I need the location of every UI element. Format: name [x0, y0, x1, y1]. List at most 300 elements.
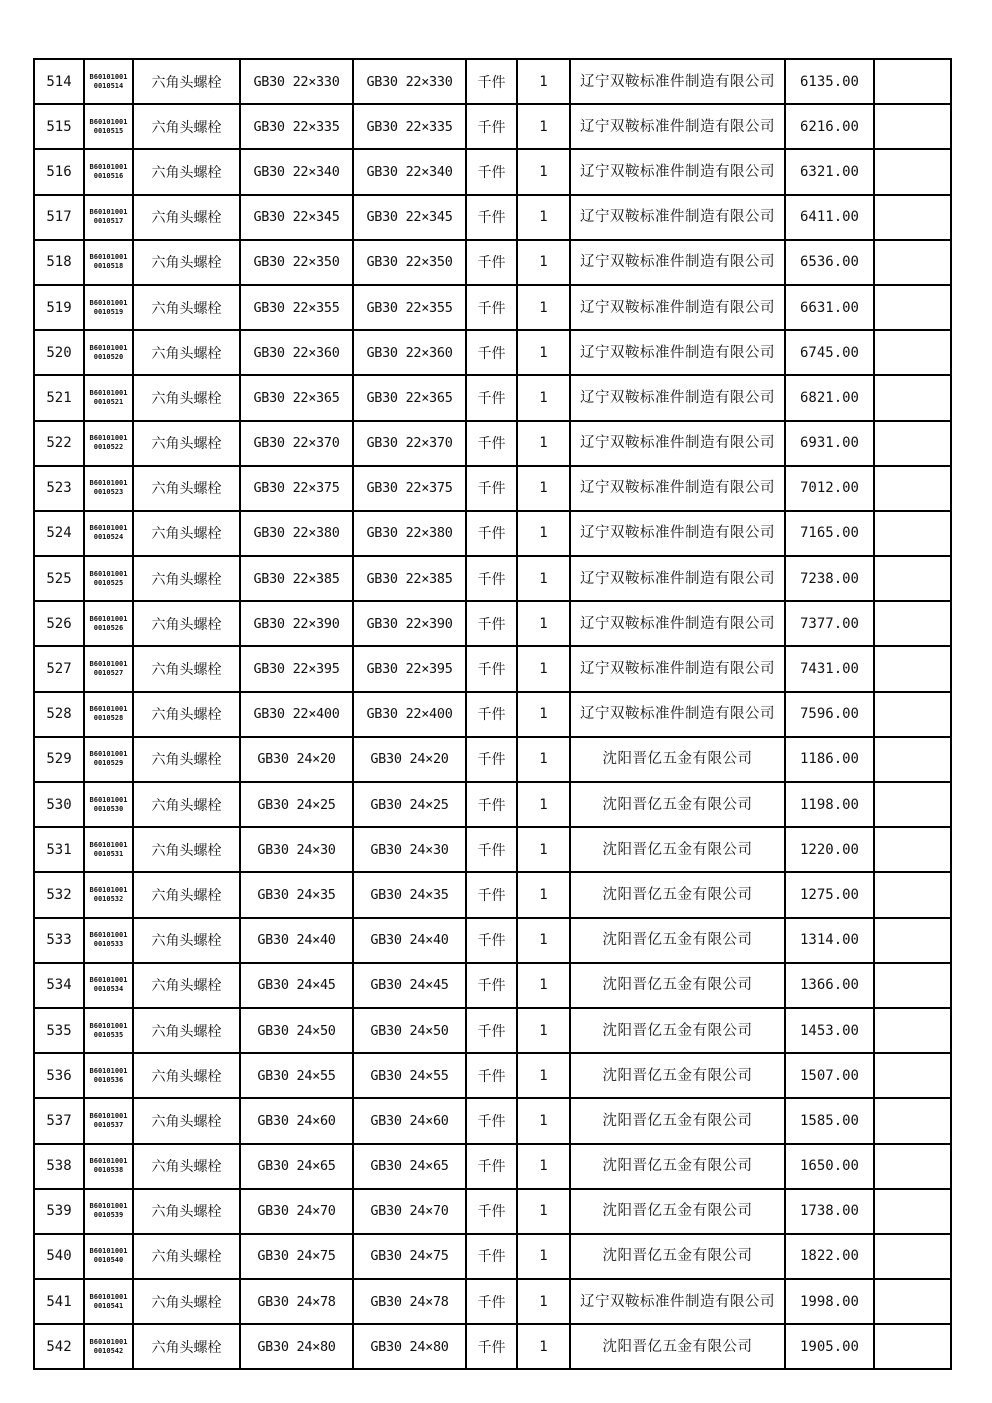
quantity-cell: 1: [517, 556, 570, 601]
model-cell: GB30 22×330: [353, 59, 466, 104]
remark-cell: [874, 556, 951, 601]
model-cell: GB30 22×350: [353, 240, 466, 285]
remark-cell: [874, 466, 951, 511]
price-cell: 1738.00: [785, 1189, 874, 1234]
quantity-cell: 1: [517, 330, 570, 375]
manufacturer-cell: 辽宁双鞍标准件制造有限公司: [570, 104, 785, 149]
remark-cell: [874, 1144, 951, 1189]
unit-cell: 千件: [466, 149, 517, 194]
quantity-cell: 1: [517, 240, 570, 285]
model-cell: GB30 22×370: [353, 421, 466, 466]
table-row: [34, 330, 951, 375]
manufacturer-cell: 沈阳晋亿五金有限公司: [570, 963, 785, 1008]
model-cell: GB30 24×70: [353, 1189, 466, 1234]
item-name-cell: 六角头螺栓: [133, 872, 240, 917]
item-name-cell: 六角头螺栓: [133, 149, 240, 194]
model-cell: GB30 24×55: [353, 1053, 466, 1098]
price-cell: 1453.00: [785, 1008, 874, 1053]
remark-cell: [874, 1098, 951, 1143]
unit-cell: 千件: [466, 782, 517, 827]
remark-cell: [874, 1279, 951, 1324]
item-name-cell: 六角头螺栓: [133, 1053, 240, 1098]
item-name-cell: 六角头螺栓: [133, 1144, 240, 1189]
quantity-cell: 1: [517, 646, 570, 691]
table-row: [34, 1234, 951, 1279]
table-row: [34, 918, 951, 963]
item-name-cell: 六角头螺栓: [133, 918, 240, 963]
table-row: [34, 104, 951, 149]
specification-cell: GB30 24×65: [240, 1144, 353, 1189]
quantity-cell: 1: [517, 104, 570, 149]
manufacturer-cell: 辽宁双鞍标准件制造有限公司: [570, 511, 785, 556]
quantity-cell: 1: [517, 421, 570, 466]
row-number-cell: 531: [34, 827, 84, 872]
item-name-cell: 六角头螺栓: [133, 1234, 240, 1279]
manufacturer-cell: 沈阳晋亿五金有限公司: [570, 1189, 785, 1234]
remark-cell: [874, 240, 951, 285]
model-cell: GB30 24×45: [353, 963, 466, 1008]
price-cell: 1314.00: [785, 918, 874, 963]
material-code-cell: B60101001 0010525: [84, 556, 133, 601]
unit-cell: 千件: [466, 1008, 517, 1053]
row-number-cell: 540: [34, 1234, 84, 1279]
quantity-cell: 1: [517, 692, 570, 737]
item-name-cell: 六角头螺栓: [133, 1189, 240, 1234]
unit-cell: 千件: [466, 285, 517, 330]
remark-cell: [874, 104, 951, 149]
table-row: [34, 1098, 951, 1143]
unit-cell: 千件: [466, 601, 517, 646]
remark-cell: [874, 646, 951, 691]
remark-cell: [874, 59, 951, 104]
price-cell: 7238.00: [785, 556, 874, 601]
quantity-cell: 1: [517, 827, 570, 872]
price-cell: 1220.00: [785, 827, 874, 872]
table-row: [34, 782, 951, 827]
quantity-cell: 1: [517, 1189, 570, 1234]
specification-cell: GB30 22×380: [240, 511, 353, 556]
item-name-cell: 六角头螺栓: [133, 104, 240, 149]
row-number-cell: 520: [34, 330, 84, 375]
row-number-cell: 536: [34, 1053, 84, 1098]
row-number-cell: 538: [34, 1144, 84, 1189]
table-row: [34, 1189, 951, 1234]
manufacturer-cell: 辽宁双鞍标准件制造有限公司: [570, 692, 785, 737]
row-number-cell: 514: [34, 59, 84, 104]
price-cell: 1822.00: [785, 1234, 874, 1279]
quantity-cell: 1: [517, 1324, 570, 1369]
specification-cell: GB30 24×78: [240, 1279, 353, 1324]
quantity-cell: 1: [517, 872, 570, 917]
manufacturer-cell: 辽宁双鞍标准件制造有限公司: [570, 149, 785, 194]
remark-cell: [874, 963, 951, 1008]
quantity-cell: 1: [517, 1008, 570, 1053]
specification-cell: GB30 22×350: [240, 240, 353, 285]
row-number-cell: 537: [34, 1098, 84, 1143]
price-cell: 1275.00: [785, 872, 874, 917]
remark-cell: [874, 330, 951, 375]
unit-cell: 千件: [466, 240, 517, 285]
table-row: [34, 737, 951, 782]
unit-cell: 千件: [466, 1279, 517, 1324]
unit-cell: 千件: [466, 646, 517, 691]
price-cell: 7165.00: [785, 511, 874, 556]
model-cell: GB30 22×360: [353, 330, 466, 375]
material-code-cell: B60101001 0010529: [84, 737, 133, 782]
model-cell: GB30 22×335: [353, 104, 466, 149]
row-number-cell: 532: [34, 872, 84, 917]
material-code-cell: B60101001 0010538: [84, 1144, 133, 1189]
material-code-cell: B60101001 0010514: [84, 59, 133, 104]
manufacturer-cell: 辽宁双鞍标准件制造有限公司: [570, 646, 785, 691]
unit-cell: 千件: [466, 195, 517, 240]
quantity-cell: 1: [517, 1098, 570, 1143]
model-cell: GB30 22×365: [353, 375, 466, 420]
specification-cell: GB30 22×330: [240, 59, 353, 104]
remark-cell: [874, 918, 951, 963]
row-number-cell: 530: [34, 782, 84, 827]
remark-cell: [874, 872, 951, 917]
material-code-cell: B60101001 0010520: [84, 330, 133, 375]
item-name-cell: 六角头螺栓: [133, 963, 240, 1008]
material-code-cell: B60101001 0010537: [84, 1098, 133, 1143]
remark-cell: [874, 782, 951, 827]
unit-cell: 千件: [466, 59, 517, 104]
specification-cell: GB30 22×365: [240, 375, 353, 420]
table-row: [34, 601, 951, 646]
specification-cell: GB30 24×80: [240, 1324, 353, 1369]
price-cell: 1198.00: [785, 782, 874, 827]
material-code-cell: B60101001 0010540: [84, 1234, 133, 1279]
specification-cell: GB30 22×360: [240, 330, 353, 375]
price-cell: 6216.00: [785, 104, 874, 149]
price-cell: 7012.00: [785, 466, 874, 511]
price-cell: 1366.00: [785, 963, 874, 1008]
item-name-cell: 六角头螺栓: [133, 556, 240, 601]
item-name-cell: 六角头螺栓: [133, 737, 240, 782]
price-cell: 6745.00: [785, 330, 874, 375]
row-number-cell: 525: [34, 556, 84, 601]
price-cell: 1998.00: [785, 1279, 874, 1324]
manufacturer-cell: 辽宁双鞍标准件制造有限公司: [570, 1279, 785, 1324]
row-number-cell: 533: [34, 918, 84, 963]
unit-cell: 千件: [466, 511, 517, 556]
item-name-cell: 六角头螺栓: [133, 375, 240, 420]
model-cell: GB30 24×78: [353, 1279, 466, 1324]
model-cell: GB30 22×340: [353, 149, 466, 194]
quantity-cell: 1: [517, 782, 570, 827]
manufacturer-cell: 辽宁双鞍标准件制造有限公司: [570, 285, 785, 330]
unit-cell: 千件: [466, 375, 517, 420]
price-cell: 6821.00: [785, 375, 874, 420]
row-number-cell: 522: [34, 421, 84, 466]
model-cell: GB30 24×75: [353, 1234, 466, 1279]
material-code-cell: B60101001 0010528: [84, 692, 133, 737]
quantity-cell: 1: [517, 149, 570, 194]
material-code-cell: B60101001 0010535: [84, 1008, 133, 1053]
item-name-cell: 六角头螺栓: [133, 195, 240, 240]
table-row: [34, 692, 951, 737]
quantity-cell: 1: [517, 375, 570, 420]
material-code-cell: B60101001 0010524: [84, 511, 133, 556]
remark-cell: [874, 827, 951, 872]
model-cell: GB30 22×380: [353, 511, 466, 556]
specification-cell: GB30 22×370: [240, 421, 353, 466]
material-code-cell: B60101001 0010517: [84, 195, 133, 240]
unit-cell: 千件: [466, 466, 517, 511]
item-name-cell: 六角头螺栓: [133, 1279, 240, 1324]
model-cell: GB30 24×40: [353, 918, 466, 963]
manufacturer-cell: 辽宁双鞍标准件制造有限公司: [570, 466, 785, 511]
unit-cell: 千件: [466, 827, 517, 872]
model-cell: GB30 24×50: [353, 1008, 466, 1053]
manufacturer-cell: 沈阳晋亿五金有限公司: [570, 1098, 785, 1143]
manufacturer-cell: 辽宁双鞍标准件制造有限公司: [570, 556, 785, 601]
table-row: [34, 963, 951, 1008]
quantity-cell: 1: [517, 511, 570, 556]
remark-cell: [874, 195, 951, 240]
item-name-cell: 六角头螺栓: [133, 330, 240, 375]
price-cell: 6536.00: [785, 240, 874, 285]
unit-cell: 千件: [466, 330, 517, 375]
price-cell: 1186.00: [785, 737, 874, 782]
manufacturer-cell: 沈阳晋亿五金有限公司: [570, 872, 785, 917]
material-code-cell: B60101001 0010541: [84, 1279, 133, 1324]
row-number-cell: 539: [34, 1189, 84, 1234]
specification-cell: GB30 24×20: [240, 737, 353, 782]
price-cell: 7431.00: [785, 646, 874, 691]
table-row: [34, 646, 951, 691]
specification-cell: GB30 22×390: [240, 601, 353, 646]
price-cell: 1650.00: [785, 1144, 874, 1189]
price-cell: 6321.00: [785, 149, 874, 194]
specification-cell: GB30 22×340: [240, 149, 353, 194]
unit-cell: 千件: [466, 104, 517, 149]
manufacturer-cell: 辽宁双鞍标准件制造有限公司: [570, 375, 785, 420]
price-cell: 7596.00: [785, 692, 874, 737]
material-code-cell: B60101001 0010534: [84, 963, 133, 1008]
row-number-cell: 517: [34, 195, 84, 240]
table-row: [34, 1324, 951, 1369]
unit-cell: 千件: [466, 737, 517, 782]
table-row: [34, 511, 951, 556]
table-row: [34, 1053, 951, 1098]
material-code-cell: B60101001 0010516: [84, 149, 133, 194]
unit-cell: 千件: [466, 556, 517, 601]
quantity-cell: 1: [517, 737, 570, 782]
quantity-cell: 1: [517, 466, 570, 511]
specification-cell: GB30 22×335: [240, 104, 353, 149]
table-row: [34, 1008, 951, 1053]
table-row: [34, 59, 951, 104]
row-number-cell: 527: [34, 646, 84, 691]
model-cell: GB30 24×25: [353, 782, 466, 827]
model-cell: GB30 22×355: [353, 285, 466, 330]
manufacturer-cell: 沈阳晋亿五金有限公司: [570, 1008, 785, 1053]
model-cell: GB30 24×35: [353, 872, 466, 917]
quantity-cell: 1: [517, 59, 570, 104]
unit-cell: 千件: [466, 1053, 517, 1098]
manufacturer-cell: 沈阳晋亿五金有限公司: [570, 782, 785, 827]
unit-cell: 千件: [466, 421, 517, 466]
model-cell: GB30 24×65: [353, 1144, 466, 1189]
remark-cell: [874, 601, 951, 646]
row-number-cell: 519: [34, 285, 84, 330]
manufacturer-cell: 沈阳晋亿五金有限公司: [570, 1053, 785, 1098]
row-number-cell: 535: [34, 1008, 84, 1053]
manufacturer-cell: 沈阳晋亿五金有限公司: [570, 827, 785, 872]
specification-cell: GB30 22×375: [240, 466, 353, 511]
unit-cell: 千件: [466, 1324, 517, 1369]
model-cell: GB30 24×60: [353, 1098, 466, 1143]
model-cell: GB30 22×345: [353, 195, 466, 240]
specification-cell: GB30 22×395: [240, 646, 353, 691]
row-number-cell: 524: [34, 511, 84, 556]
manufacturer-cell: 沈阳晋亿五金有限公司: [570, 1324, 785, 1369]
specification-cell: GB30 24×45: [240, 963, 353, 1008]
model-cell: GB30 24×30: [353, 827, 466, 872]
material-code-cell: B60101001 0010515: [84, 104, 133, 149]
specification-cell: GB30 24×55: [240, 1053, 353, 1098]
item-name-cell: 六角头螺栓: [133, 827, 240, 872]
quantity-cell: 1: [517, 918, 570, 963]
material-code-cell: B60101001 0010518: [84, 240, 133, 285]
item-name-cell: 六角头螺栓: [133, 285, 240, 330]
material-code-cell: B60101001 0010522: [84, 421, 133, 466]
specification-cell: GB30 24×35: [240, 872, 353, 917]
unit-cell: 千件: [466, 1189, 517, 1234]
item-name-cell: 六角头螺栓: [133, 421, 240, 466]
material-code-cell: B60101001 0010527: [84, 646, 133, 691]
price-table: [33, 58, 952, 1370]
model-cell: GB30 22×395: [353, 646, 466, 691]
table-row: [34, 195, 951, 240]
row-number-cell: 542: [34, 1324, 84, 1369]
remark-cell: [874, 511, 951, 556]
unit-cell: 千件: [466, 692, 517, 737]
row-number-cell: 521: [34, 375, 84, 420]
specification-cell: GB30 24×40: [240, 918, 353, 963]
material-code-cell: B60101001 0010526: [84, 601, 133, 646]
material-code-cell: B60101001 0010536: [84, 1053, 133, 1098]
specification-cell: GB30 22×385: [240, 556, 353, 601]
item-name-cell: 六角头螺栓: [133, 59, 240, 104]
table-row: [34, 375, 951, 420]
remark-cell: [874, 1234, 951, 1279]
row-number-cell: 534: [34, 963, 84, 1008]
material-code-cell: B60101001 0010532: [84, 872, 133, 917]
item-name-cell: 六角头螺栓: [133, 782, 240, 827]
material-code-cell: B60101001 0010530: [84, 782, 133, 827]
material-code-cell: B60101001 0010539: [84, 1189, 133, 1234]
quantity-cell: 1: [517, 1144, 570, 1189]
manufacturer-cell: 辽宁双鞍标准件制造有限公司: [570, 601, 785, 646]
model-cell: GB30 22×375: [353, 466, 466, 511]
unit-cell: 千件: [466, 1098, 517, 1143]
material-code-cell: B60101001 0010531: [84, 827, 133, 872]
model-cell: GB30 22×400: [353, 692, 466, 737]
unit-cell: 千件: [466, 1234, 517, 1279]
remark-cell: [874, 737, 951, 782]
quantity-cell: 1: [517, 195, 570, 240]
specification-cell: GB30 24×75: [240, 1234, 353, 1279]
unit-cell: 千件: [466, 963, 517, 1008]
specification-cell: GB30 24×70: [240, 1189, 353, 1234]
quantity-cell: 1: [517, 285, 570, 330]
specification-cell: GB30 22×355: [240, 285, 353, 330]
row-number-cell: 541: [34, 1279, 84, 1324]
remark-cell: [874, 1053, 951, 1098]
table-row: [34, 149, 951, 194]
material-code-cell: B60101001 0010519: [84, 285, 133, 330]
table-row: [34, 1144, 951, 1189]
row-number-cell: 515: [34, 104, 84, 149]
quantity-cell: 1: [517, 1234, 570, 1279]
specification-cell: GB30 22×345: [240, 195, 353, 240]
model-cell: GB30 24×80: [353, 1324, 466, 1369]
quantity-cell: 1: [517, 963, 570, 1008]
item-name-cell: 六角头螺栓: [133, 601, 240, 646]
manufacturer-cell: 沈阳晋亿五金有限公司: [570, 918, 785, 963]
remark-cell: [874, 692, 951, 737]
table-row: [34, 872, 951, 917]
table-row: [34, 827, 951, 872]
material-code-cell: B60101001 0010542: [84, 1324, 133, 1369]
row-number-cell: 518: [34, 240, 84, 285]
quantity-cell: 1: [517, 1053, 570, 1098]
row-number-cell: 516: [34, 149, 84, 194]
remark-cell: [874, 375, 951, 420]
price-cell: 1507.00: [785, 1053, 874, 1098]
table-row: [34, 421, 951, 466]
model-cell: GB30 24×20: [353, 737, 466, 782]
manufacturer-cell: 辽宁双鞍标准件制造有限公司: [570, 240, 785, 285]
manufacturer-cell: 辽宁双鞍标准件制造有限公司: [570, 421, 785, 466]
remark-cell: [874, 421, 951, 466]
table-row: [34, 240, 951, 285]
item-name-cell: 六角头螺栓: [133, 466, 240, 511]
item-name-cell: 六角头螺栓: [133, 1324, 240, 1369]
manufacturer-cell: 辽宁双鞍标准件制造有限公司: [570, 195, 785, 240]
unit-cell: 千件: [466, 1144, 517, 1189]
item-name-cell: 六角头螺栓: [133, 1008, 240, 1053]
manufacturer-cell: 沈阳晋亿五金有限公司: [570, 1234, 785, 1279]
item-name-cell: 六角头螺栓: [133, 240, 240, 285]
row-number-cell: 528: [34, 692, 84, 737]
model-cell: GB30 22×385: [353, 556, 466, 601]
unit-cell: 千件: [466, 872, 517, 917]
model-cell: GB30 22×390: [353, 601, 466, 646]
item-name-cell: 六角头螺栓: [133, 692, 240, 737]
table-row: [34, 285, 951, 330]
manufacturer-cell: 沈阳晋亿五金有限公司: [570, 1144, 785, 1189]
row-number-cell: 526: [34, 601, 84, 646]
specification-cell: GB30 24×50: [240, 1008, 353, 1053]
price-cell: 1905.00: [785, 1324, 874, 1369]
specification-cell: GB30 22×400: [240, 692, 353, 737]
item-name-cell: 六角头螺栓: [133, 646, 240, 691]
material-code-cell: B60101001 0010521: [84, 375, 133, 420]
remark-cell: [874, 1189, 951, 1234]
remark-cell: [874, 285, 951, 330]
price-cell: 6931.00: [785, 421, 874, 466]
manufacturer-cell: 辽宁双鞍标准件制造有限公司: [570, 330, 785, 375]
row-number-cell: 529: [34, 737, 84, 782]
remark-cell: [874, 149, 951, 194]
unit-cell: 千件: [466, 918, 517, 963]
specification-cell: GB30 24×60: [240, 1098, 353, 1143]
item-name-cell: 六角头螺栓: [133, 511, 240, 556]
